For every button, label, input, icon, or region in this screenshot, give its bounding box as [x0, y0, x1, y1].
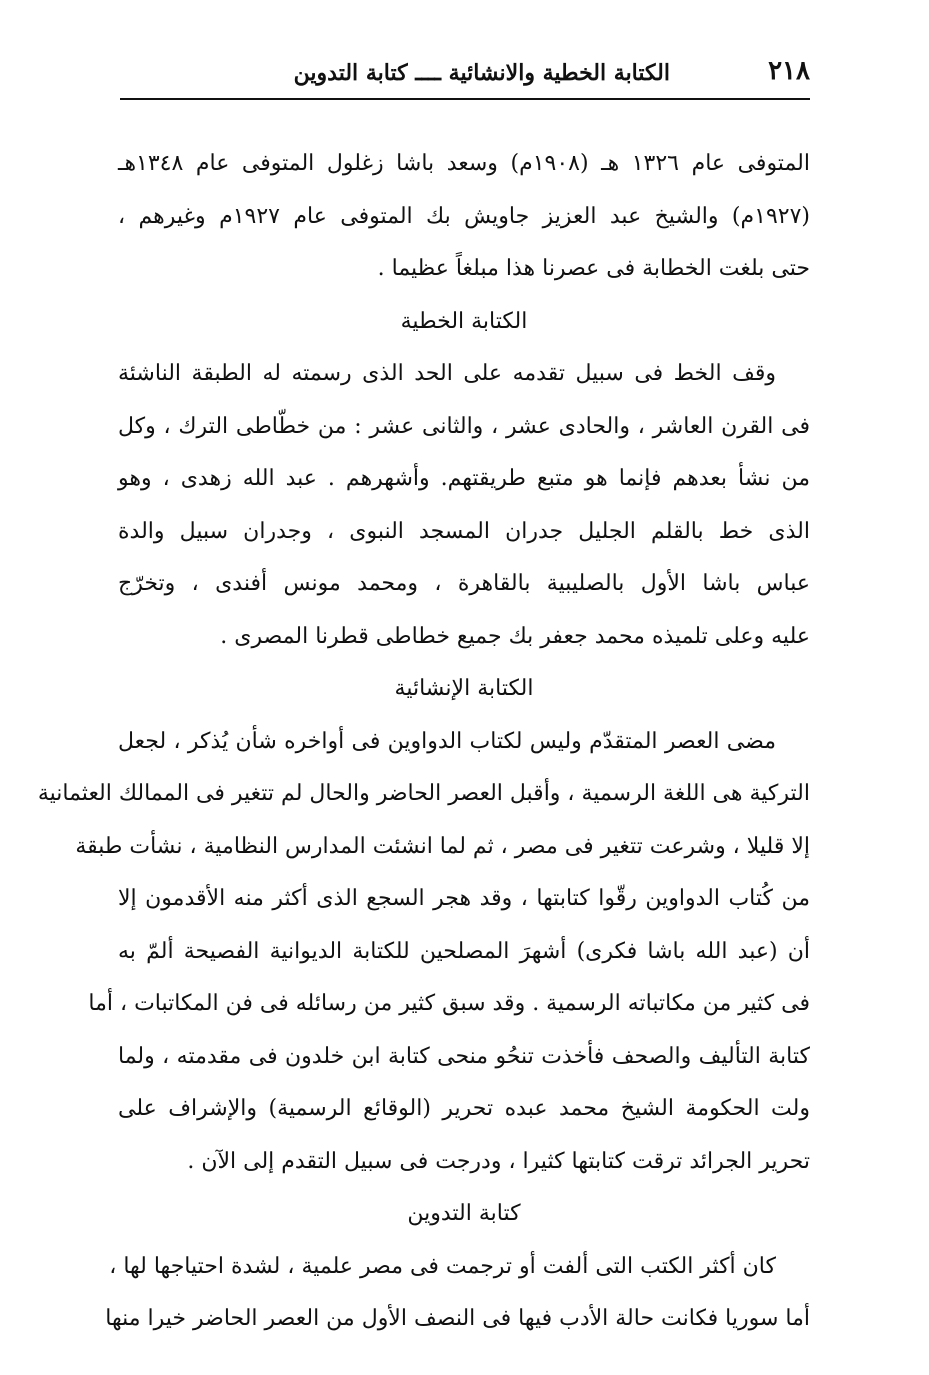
section-heading-prose: الكتابة الإنشائية: [394, 676, 534, 701]
text-line: ولت الحكومة الشيخ محمد عبده تحرير (الوقائع الرسمية) والإشراف على: [118, 1096, 810, 1121]
page-header: [120, 52, 810, 100]
text-line: كان أكثر الكتب التى ألفت أو ترجمت فى مصر علمية ، لشدة احتياجها لها ،: [109, 1253, 776, 1279]
text-line: من نشأ بعدهم فإنما هو متبع طريقتهم. وأشهرهم . عبد الله زهدى ، وهو: [118, 466, 810, 491]
text-line: من كُتاب الدواوين رقّوا كتابتها ، وقد هجر السجع الذى أكثر منه الأقدمون إلا: [118, 886, 810, 911]
text-line: فى كثير من مكاتباته الرسمية . وقد سبق كثير من رسائله فى فن المكاتبات ، أما: [88, 991, 810, 1016]
text-line: التركية هى اللغة الرسمية ، وأقبل العصر الحاضر والحال لم تتغير فى الممالك العثمانية: [37, 781, 810, 806]
text-line: المتوفى عام ١٣٢٦ هـ (١٩٠٨م) وسعد باشا زغلول المتوفى عام ١٣٤٨هـ: [118, 151, 810, 176]
text-line: تحرير الجرائد ترقت كتابتها كثيرا ، ودرجت فى سبيل التقدم إلى الآن .: [187, 1148, 810, 1174]
section-heading-calligraphy: الكتابة الخطية: [400, 308, 528, 334]
text-line: حتى بلغت الخطابة فى عصرنا هذا مبلغاً عظيما .: [377, 256, 810, 281]
text-line: عباس باشا الأول بالصليبية بالقاهرة ، ومحمد مونس أفندى ، وتخرّج: [118, 571, 810, 596]
body-text: [37, 138, 810, 1346]
text-line: إلا قليلا ، وشرعت تتغير فى مصر ، ثم لما انشئت المدارس النظامية ، نشأت طبقة: [75, 833, 810, 859]
section-heading-authorship: كتابة التدوين: [407, 1201, 521, 1226]
text-line: أن (عبد الله باشا فكرى) أشهرَ المصلحين للكتابة الديوانية الفصيحة ألمّ به: [118, 938, 810, 964]
text-line: كتابة التأليف والصحف فأخذت تنحُو منحى كتابة ابن خلدون فى مقدمته ، ولما: [118, 1043, 810, 1069]
page-number: ٢١٨: [768, 56, 810, 86]
text-line: أما سوريا فكانت حالة الأدب فيها فى النصف الأول من العصر الحاضر خيرا منها: [105, 1306, 810, 1331]
text-line: الذى خط بالقلم الجليل جدران المسجد النبوى ، وجدران سبيل والدة: [118, 518, 810, 544]
text-line: عليه وعلى تلميذه محمد جعفر بك جميع خطاطى قطرنا المصرى .: [220, 623, 810, 649]
text-line: (١٩٢٧م) والشيخ عبد العزيز جاويش بك المتوفى عام ١٩٢٧م وغيرهم ،: [118, 203, 810, 229]
running-title: الكتابة الخطية والانشائية ــــ كتابة التدوين: [293, 60, 670, 86]
text-line: وقف الخط فى سبيل تقدمه على الحد الذى رسمته له الطبقة الناشئة: [118, 361, 776, 386]
text-line: مضى العصر المتقدّم وليس لكتاب الدواوين فى أواخره شأن يُذكر ، لجعل: [118, 728, 776, 754]
text-line: فى القرن العاشر ، والحادى عشر ، والثانى عشر : من خطّاطى الترك ، وكل: [118, 413, 810, 439]
